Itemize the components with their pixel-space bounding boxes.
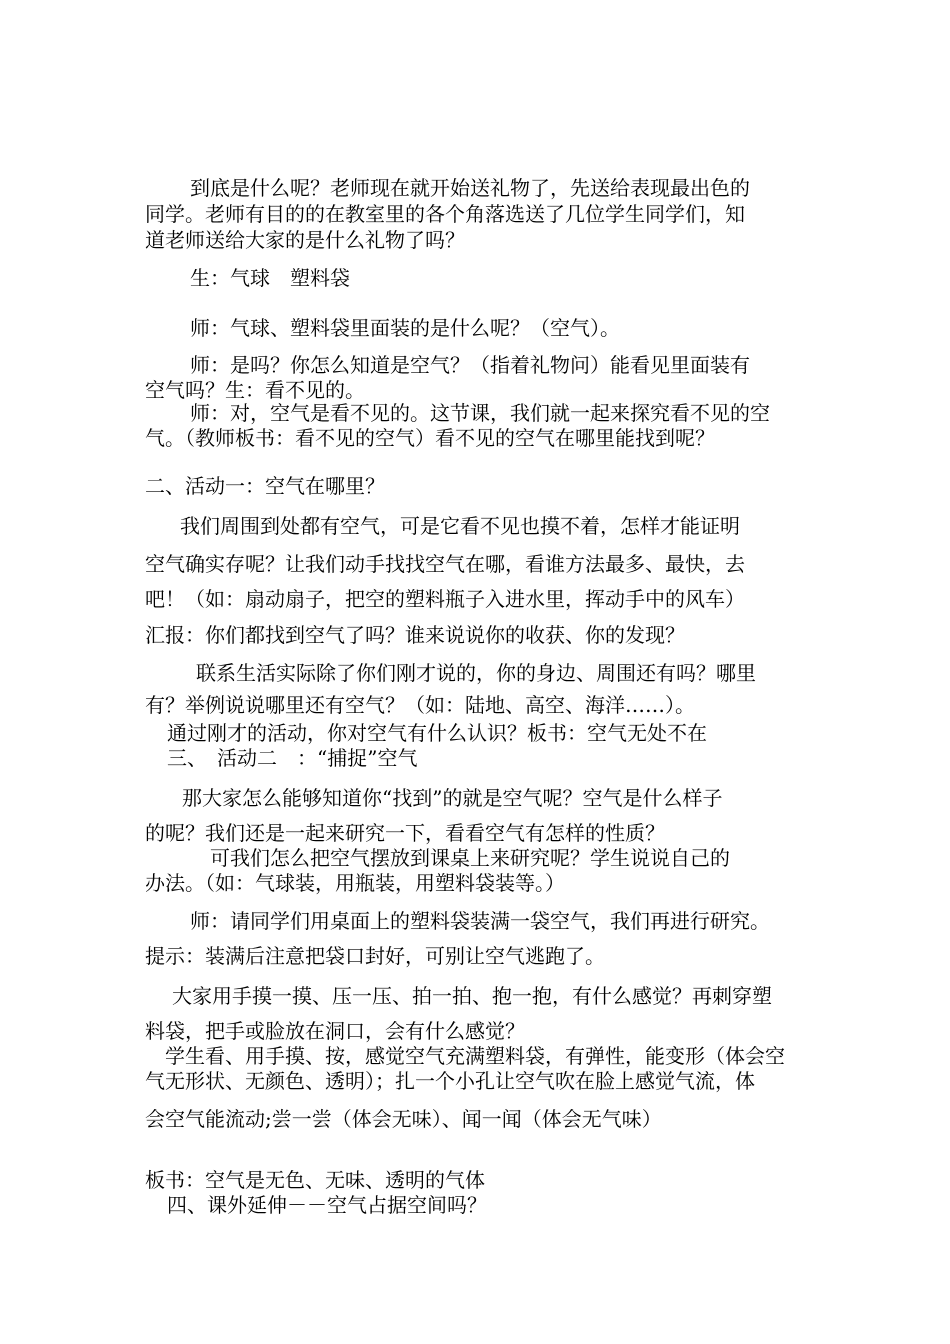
text-line: 我们周围到处都有空气，可是它看不见也摸不着，怎样才能证明 (180, 514, 740, 538)
board-note: 板书：空气是无色、无味、透明的气体 (145, 1168, 485, 1192)
text-line: 到底是什么呢？老师现在就开始送礼物了，先送给表现最出色的 (190, 176, 750, 200)
text-line: 提示：装满后注意把袋口封好，可别让空气逃跑了。 (145, 944, 605, 968)
text-line: 同学。老师有目的的在教室里的各个角落选送了几位学生同学们，知 (145, 202, 745, 226)
text-line: 办法。（如：气球装，用瓶装，用塑料袋装等。） (145, 871, 565, 895)
text-line: 大家用手摸一摸、压一压、拍一拍、抱一抱，有什么感觉？再刺穿塑 (172, 984, 772, 1008)
section-heading: 三、 活动二 ：“捕捉”空气 (167, 746, 418, 770)
text-line: 会空气能流动;尝一尝（体会无味）、闻一闻（体会无气味） (145, 1107, 662, 1131)
text-line: 汇报：你们都找到空气了吗？谁来说说你的收获、你的发现？ (145, 623, 685, 647)
text-line: 生：气球 塑料袋 (190, 266, 350, 290)
text-line: 气。（教师板书：看不见的空气）看不见的空气在哪里能找到呢？ (145, 426, 715, 450)
text-line: 气无形状、无颜色、透明）；扎一个小孔让空气吹在脸上感觉气流，体 (145, 1069, 755, 1093)
text-line: 那大家怎么能够知道你“找到”的就是空气呢？空气是什么样子 (182, 786, 723, 810)
text-line: 通过刚才的活动，你对空气有什么认识？板书：空气无处不在 (167, 721, 707, 745)
text-line: 有？举例说说哪里还有空气？（如：陆地、高空、海洋……）。 (145, 693, 695, 717)
text-line: 的呢？我们还是一起来研究一下，看看空气有怎样的性质？ (145, 821, 665, 845)
text-line: 师：对，空气是看不见的。这节课，我们就一起来探究看不见的空 (190, 401, 770, 425)
text-line: 空气吗？生：看不见的。 (145, 378, 365, 402)
text-line: 料袋，把手或脸放在洞口，会有什么感觉？ (145, 1019, 525, 1043)
text-line: 师：是吗？你怎么知道是空气？（指着礼物问）能看见里面装有 (190, 353, 750, 377)
text-line: 道老师送给大家的是什么礼物了吗？ (145, 228, 465, 252)
text-line: 师：气球、塑料袋里面装的是什么呢？（空气）。 (190, 316, 620, 340)
text-line: 空气确实存呢？让我们动手找找空气在哪，看谁方法最多、最快，去 (145, 552, 745, 576)
text-line: 可我们怎么把空气摆放到课桌上来研究呢？学生说说自己的 (210, 846, 730, 870)
section-heading: 四、课外延伸－－空气占据空间吗？ (167, 1193, 487, 1217)
text-line: 联系生活实际除了你们刚才说的，你的身边、周围还有吗？哪里 (196, 661, 756, 685)
text-line: 师：请同学们用桌面上的塑料袋装满一袋空气，我们再进行研究。 (190, 909, 770, 933)
text-line: 吧！（如：扇动扇子，把空的塑料瓶子入进水里，挥动手中的风车） (145, 587, 745, 611)
text-line: 学生看、用手摸、按，感觉空气充满塑料袋，有弹性，能变形（体会空 (165, 1044, 785, 1068)
section-heading: 二、活动一：空气在哪里？ (145, 474, 385, 498)
